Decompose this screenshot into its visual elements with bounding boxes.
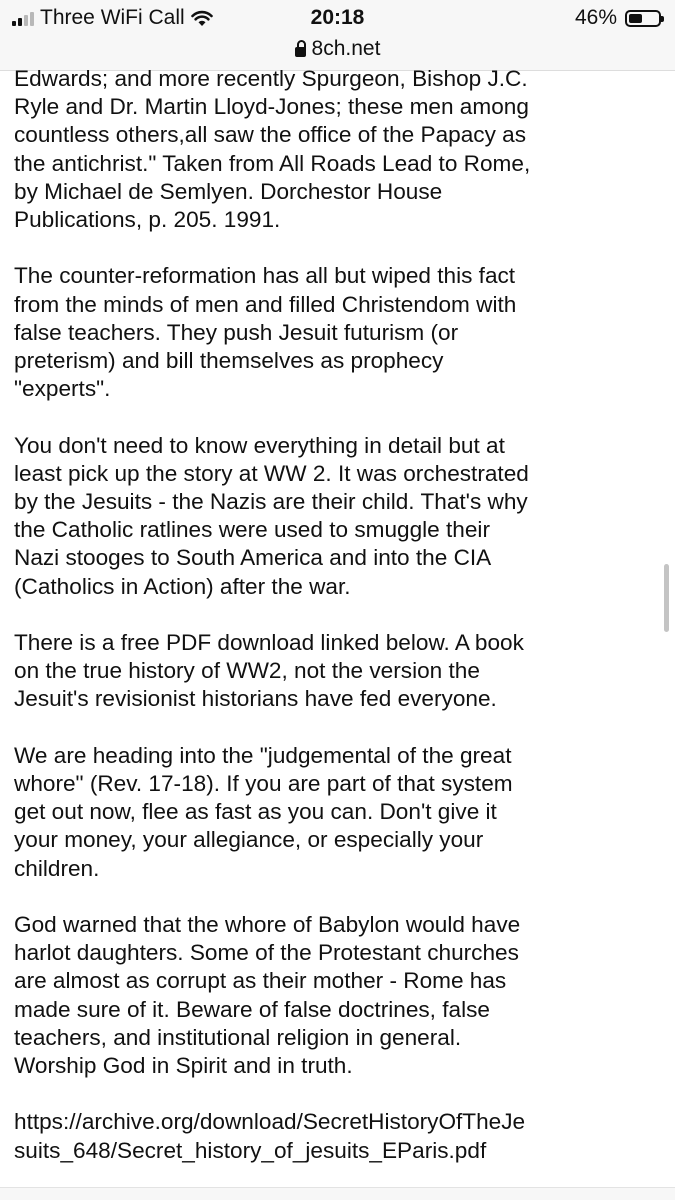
battery-fill xyxy=(629,14,642,23)
status-bar xyxy=(0,0,675,36)
url-domain[interactable]: 8ch.net xyxy=(311,37,381,60)
clock: 20:18 xyxy=(310,6,365,29)
carrier-name: Three WiFi Call xyxy=(40,6,185,29)
bottom-toolbar-edge xyxy=(0,1187,675,1200)
post-paragraph-6: God warned that the whore of Babylon would have harlot daughters. Some of the Protestant churches are almost as corrupt as their mother - Rome has made sure of it. Beware of false doctrines, false teachers, and institutional religion in general. Worship God in Spirit and in truth. xyxy=(14,912,521,1079)
post-link[interactable]: https://archive.org/download/SecretHistoryOfTheJe suits_648/Secret_history_of_jesuits_EParis.pdf xyxy=(14,1109,526,1163)
post-body xyxy=(14,65,654,1165)
battery-area xyxy=(575,6,661,30)
scrollbar[interactable] xyxy=(664,564,669,632)
post-paragraph-5: We are heading into the "judgemental of the great whore" (Rev. 17-18). If you are part of that system get out now, flee as fast as you can. Don't give it your money, your allegiance, or especially your children. xyxy=(14,742,513,881)
post-paragraph-2: The counter-reformation has all but wiped this fact from the minds of men and filled Christendom with false teachers. They push Jesuit futurism (or preterism) and bill themselves as prophecy "experts". xyxy=(14,263,517,402)
post-paragraph-1: Edwards; and more recently Spurgeon, Bishop J.C. Ryle and Dr. Martin Lloyd-Jones; these men among countless others,all saw the office of the Papacy as the antichrist." Taken from All Roads Lead to Rome, by Michael de Semlyen. Dorchestor House Publications, p. 205. 1991. xyxy=(14,66,531,233)
post-paragraph-3: You don't need to know everything in detail but at least pick up the story at WW 2. It was orchestrated by the Jesuits - the Nazis are their child. That's why the Catholic ratlines were used to smuggle their Nazi stooges to South America and into the CIA (Catholics in Action) after the war. xyxy=(14,432,529,599)
battery-icon xyxy=(625,10,661,27)
lock-icon xyxy=(295,47,306,57)
battery-percent: 46% xyxy=(574,6,617,29)
post-paragraph-4: There is a free PDF download linked below. A book on the true history of WW2, not the version the Jesuit's revisionist historians have fed everyone. xyxy=(14,630,524,712)
